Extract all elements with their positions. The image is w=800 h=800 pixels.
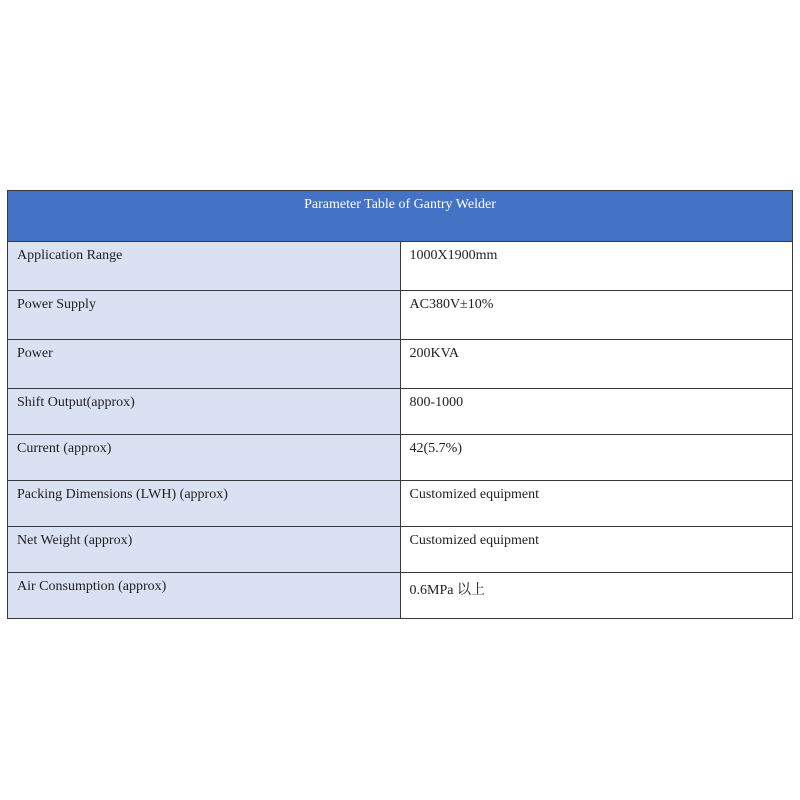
parameter-label-cell — [8, 291, 401, 340]
parameter-label: Power Supply — [17, 297, 96, 312]
parameter-value-cell — [400, 242, 793, 291]
parameter-label-cell — [8, 242, 401, 291]
parameter-label: Power — [17, 346, 53, 361]
parameter-value-cell — [400, 481, 793, 527]
parameter-label: Air Consumption (approx) — [17, 579, 167, 594]
parameter-label-cell — [8, 340, 401, 389]
parameter-value-cell — [400, 340, 793, 389]
parameter-value-cell — [400, 389, 793, 435]
parameter-value-cell — [400, 291, 793, 340]
parameter-label-cell — [8, 527, 401, 573]
parameter-label-cell — [8, 389, 401, 435]
parameter-value: 42(5.7%) — [409, 441, 462, 456]
table-row — [8, 481, 793, 527]
parameter-label: Current (approx) — [17, 441, 112, 456]
table-row — [8, 527, 793, 573]
parameter-value: 200KVA — [409, 346, 460, 361]
table-row — [8, 340, 793, 389]
table-title-cell — [8, 191, 793, 242]
parameter-label: Shift Output(approx) — [17, 395, 135, 410]
parameter-value: Customized equipment — [409, 533, 539, 548]
parameter-label: Application Range — [17, 248, 123, 263]
table-row — [8, 291, 793, 340]
parameter-value-cell — [400, 573, 793, 619]
table-header-row — [8, 191, 793, 242]
parameter-value: AC380V±10% — [409, 297, 494, 312]
table-row — [8, 573, 793, 619]
parameter-value: Customized equipment — [409, 487, 539, 502]
table-row — [8, 389, 793, 435]
table-row — [8, 242, 793, 291]
parameter-value: 0.6MPa 以上 — [409, 583, 485, 598]
parameter-value: 1000X1900mm — [409, 248, 498, 263]
parameter-value-cell — [400, 527, 793, 573]
parameter-value-cell — [400, 435, 793, 481]
parameter-label: Net Weight (approx) — [17, 533, 133, 548]
parameter-label-cell — [8, 435, 401, 481]
parameter-label-cell — [8, 481, 401, 527]
table-row — [8, 435, 793, 481]
parameter-table — [7, 190, 793, 619]
parameter-value: 800-1000 — [409, 395, 464, 410]
parameter-label: Packing Dimensions (LWH) (approx) — [17, 487, 228, 502]
table-title: Parameter Table of Gantry Welder — [304, 197, 496, 212]
parameter-label-cell — [8, 573, 401, 619]
